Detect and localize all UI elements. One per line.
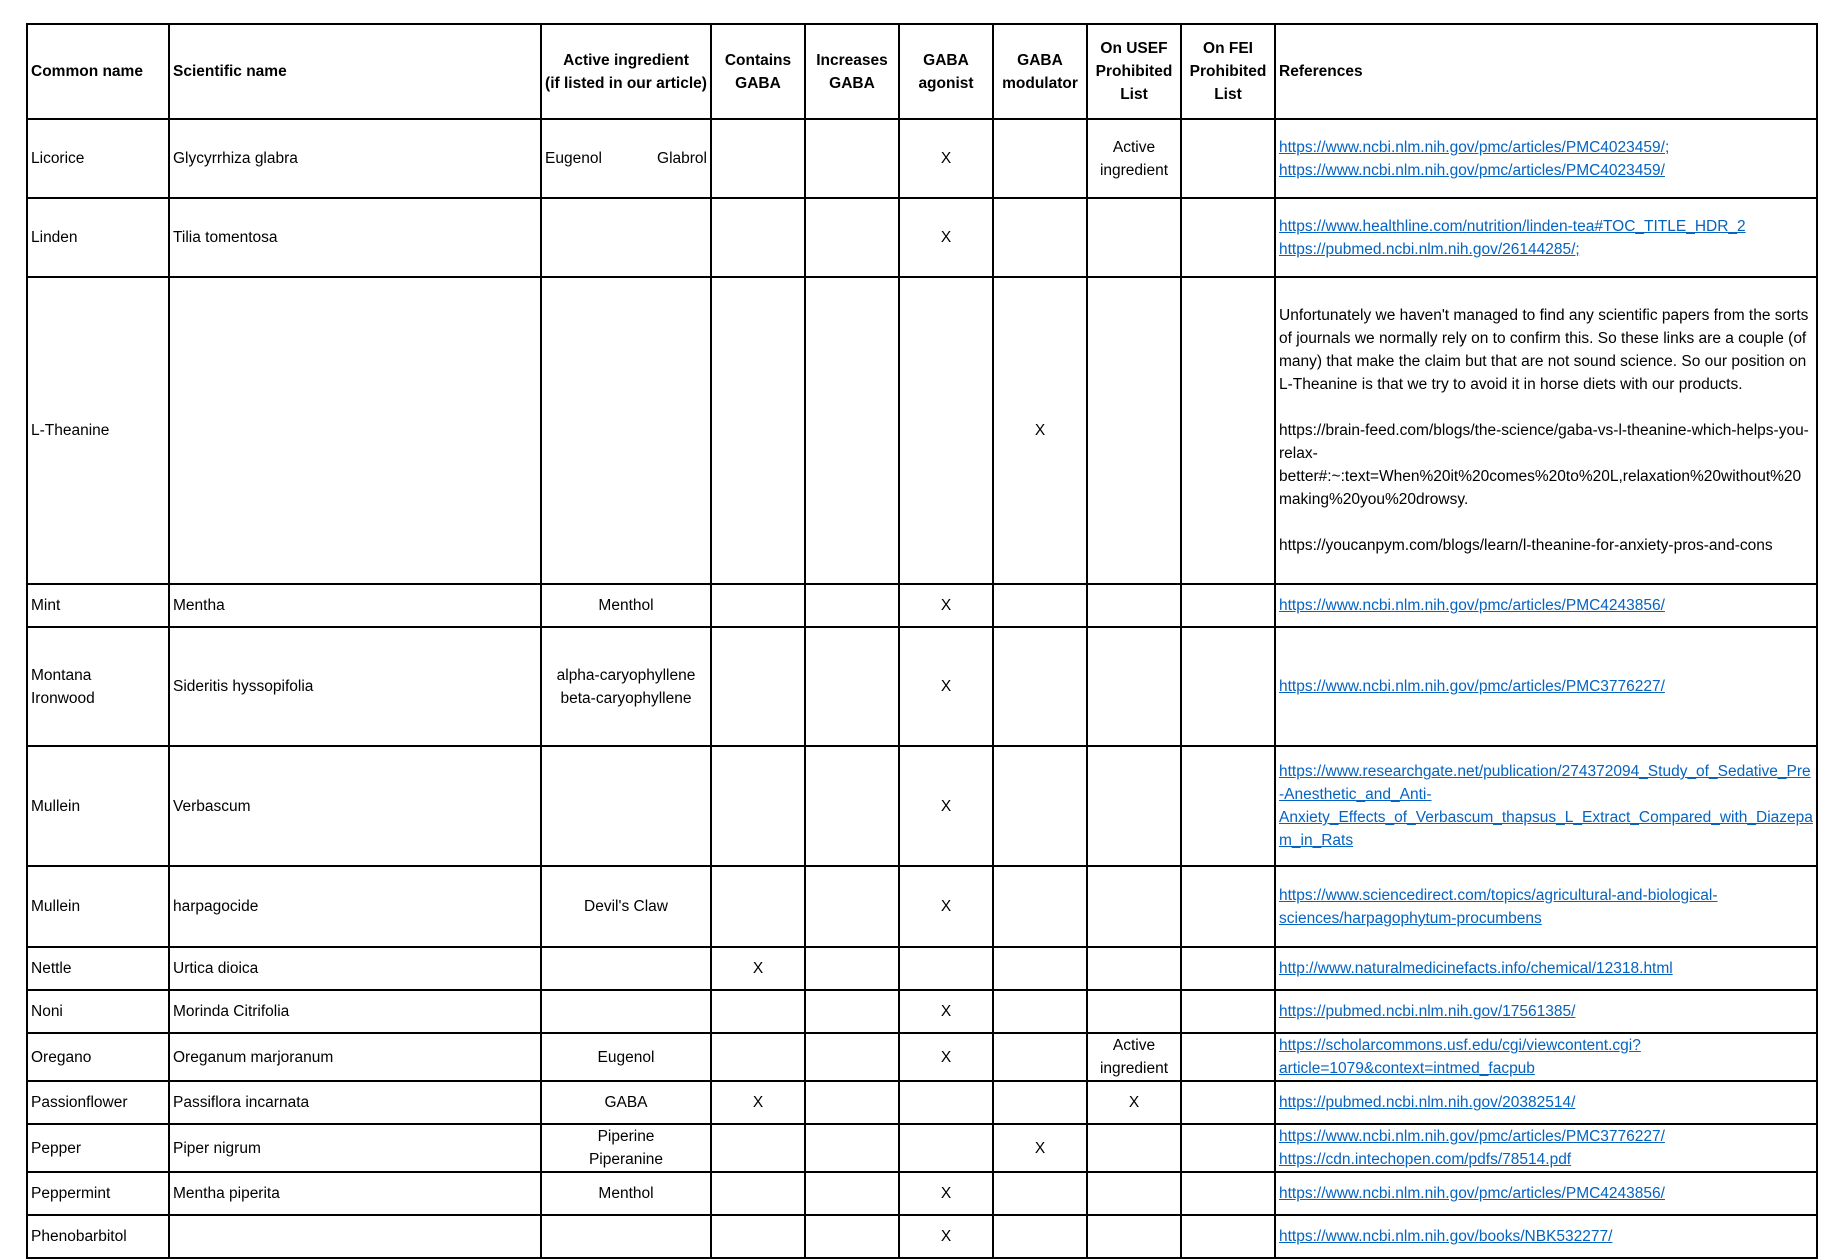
reference-link[interactable]: https://scholarcommons.usf.edu/cgi/viewcontent.cgi?article=1079&context=intmed_facpub <box>1279 1037 1641 1077</box>
header-fei-prohibited: On FEI Prohibited List <box>1181 24 1275 119</box>
cell-gaba-modulator <box>993 1081 1087 1124</box>
cell-scientific-name <box>169 277 541 584</box>
cell-increases-gaba <box>805 627 899 746</box>
header-common-name: Common name <box>27 24 169 119</box>
cell-increases-gaba <box>805 1033 899 1081</box>
table-row <box>27 1033 1817 1081</box>
cell-usef-prohibited <box>1087 990 1181 1033</box>
cell-fei-prohibited <box>1181 277 1275 584</box>
cell-common-name: Mint <box>27 584 169 627</box>
header-contains-gaba: Contains GABA <box>711 24 805 119</box>
cell-references <box>1275 866 1817 947</box>
cell-common-name: Mullein <box>27 866 169 947</box>
cell-usef-prohibited <box>1087 947 1181 990</box>
cell-common-name: Noni <box>27 990 169 1033</box>
cell-references <box>1275 198 1817 277</box>
cell-increases-gaba <box>805 198 899 277</box>
table-row <box>27 947 1817 990</box>
cell-references <box>1275 746 1817 866</box>
cell-scientific-name: Piper nigrum <box>169 1124 541 1172</box>
cell-fei-prohibited <box>1181 584 1275 627</box>
cell-usef-prohibited <box>1087 746 1181 866</box>
cell-active-ingredient: alpha-caryophyllene beta-caryophyllene <box>541 627 711 746</box>
header-increases-gaba: Increases GABA <box>805 24 899 119</box>
reference-link[interactable]: https://www.sciencedirect.com/topics/agricultural-and-biological-sciences/harpagophytum-procumbens <box>1279 886 1718 927</box>
cell-gaba-agonist <box>899 947 993 990</box>
cell-gaba-modulator <box>993 866 1087 947</box>
cell-usef-prohibited <box>1087 1215 1181 1258</box>
cell-gaba-modulator <box>993 1215 1087 1258</box>
cell-gaba-agonist: X <box>899 198 993 277</box>
cell-scientific-name: harpagocide <box>169 866 541 947</box>
cell-common-name: Peppermint <box>27 1172 169 1215</box>
cell-gaba-modulator <box>993 1172 1087 1215</box>
cell-contains-gaba <box>711 990 805 1033</box>
cell-active-ingredient: Eugenol Glabrol <box>541 119 711 198</box>
cell-gaba-agonist: X <box>899 1172 993 1215</box>
header-gaba-modulator: GABA modulator <box>993 24 1087 119</box>
cell-gaba-modulator <box>993 947 1087 990</box>
cell-gaba-agonist: X <box>899 1215 993 1258</box>
cell-common-name: Linden <box>27 198 169 277</box>
cell-scientific-name: Mentha <box>169 584 541 627</box>
reference-link[interactable]: https://www.ncbi.nlm.nih.gov/books/NBK532277/ <box>1279 1228 1613 1245</box>
reference-link[interactable]: https://www.ncbi.nlm.nih.gov/pmc/articles/PMC4023459/ <box>1279 161 1665 179</box>
reference-text: https://youcanpym.com/blogs/learn/l-theanine-for-anxiety-pros-and-cons <box>1279 537 1773 554</box>
header-usef-prohibited: On USEF Prohibited List <box>1087 24 1181 119</box>
cell-gaba-modulator: X <box>993 1124 1087 1172</box>
cell-gaba-modulator: X <box>993 277 1087 584</box>
cell-gaba-agonist: X <box>899 746 993 866</box>
cell-fei-prohibited <box>1181 1172 1275 1215</box>
cell-gaba-modulator <box>993 990 1087 1033</box>
cell-increases-gaba <box>805 866 899 947</box>
cell-fei-prohibited <box>1181 1081 1275 1124</box>
cell-gaba-modulator <box>993 746 1087 866</box>
table-row <box>27 1172 1817 1215</box>
table-row <box>27 990 1817 1033</box>
cell-increases-gaba <box>805 947 899 990</box>
cell-gaba-agonist: X <box>899 584 993 627</box>
cell-contains-gaba: X <box>711 947 805 990</box>
header-gaba-agonist: GABA agonist <box>899 24 993 119</box>
cell-gaba-agonist: X <box>899 119 993 198</box>
cell-active-ingredient <box>541 277 711 584</box>
cell-increases-gaba <box>805 990 899 1033</box>
cell-common-name: Mullein <box>27 746 169 866</box>
cell-increases-gaba <box>805 1081 899 1124</box>
cell-usef-prohibited <box>1087 627 1181 746</box>
cell-increases-gaba <box>805 119 899 198</box>
reference-link[interactable]: https://www.ncbi.nlm.nih.gov/pmc/articles/PMC3776227/ <box>1279 678 1665 695</box>
cell-scientific-name <box>169 1215 541 1258</box>
cell-gaba-agonist <box>899 1124 993 1172</box>
table-row <box>27 1215 1817 1258</box>
cell-gaba-modulator <box>993 627 1087 746</box>
cell-active-ingredient: Piperine Piperanine <box>541 1124 711 1172</box>
cell-usef-prohibited: Active ingredient <box>1087 119 1181 198</box>
cell-gaba-agonist: X <box>899 990 993 1033</box>
header-scientific-name: Scientific name <box>169 24 541 119</box>
cell-fei-prohibited <box>1181 627 1275 746</box>
table-row <box>27 1124 1817 1172</box>
cell-scientific-name: Passiflora incarnata <box>169 1081 541 1124</box>
cell-active-ingredient <box>541 990 711 1033</box>
cell-references <box>1275 1215 1817 1258</box>
cell-contains-gaba <box>711 119 805 198</box>
cell-contains-gaba <box>711 1124 805 1172</box>
reference-link[interactable]: https://www.healthline.com/nutrition/linden-tea#TOC_TITLE_HDR_2 <box>1279 217 1746 235</box>
cell-contains-gaba <box>711 198 805 277</box>
cell-references <box>1275 947 1817 990</box>
cell-references <box>1275 1033 1817 1081</box>
reference-link[interactable]: http://www.naturalmedicinefacts.info/chemical/12318.html <box>1279 960 1673 977</box>
cell-references <box>1275 1124 1817 1172</box>
cell-references <box>1275 990 1817 1033</box>
reference-link[interactable]: https://www.ncbi.nlm.nih.gov/pmc/articles/PMC3776227/ <box>1279 1128 1665 1145</box>
cell-active-ingredient: Menthol <box>541 584 711 627</box>
cell-increases-gaba <box>805 1124 899 1172</box>
cell-contains-gaba <box>711 746 805 866</box>
cell-increases-gaba <box>805 746 899 866</box>
cell-scientific-name: Urtica dioica <box>169 947 541 990</box>
cell-scientific-name: Sideritis hyssopifolia <box>169 627 541 746</box>
cell-contains-gaba <box>711 1033 805 1081</box>
cell-common-name: Pepper <box>27 1124 169 1172</box>
cell-fei-prohibited <box>1181 119 1275 198</box>
cell-common-name: L-Theanine <box>27 277 169 584</box>
cell-gaba-agonist: X <box>899 866 993 947</box>
cell-usef-prohibited <box>1087 584 1181 627</box>
cell-scientific-name: Tilia tomentosa <box>169 198 541 277</box>
cell-common-name: Nettle <box>27 947 169 990</box>
cell-references <box>1275 1172 1817 1215</box>
table-row <box>27 866 1817 947</box>
cell-contains-gaba <box>711 627 805 746</box>
cell-gaba-modulator <box>993 584 1087 627</box>
header-references: References <box>1275 24 1817 119</box>
cell-active-ingredient: Devil's Claw <box>541 866 711 947</box>
cell-common-name: Phenobarbitol <box>27 1215 169 1258</box>
reference-link[interactable]: https://pubmed.ncbi.nlm.nih.gov/26144285/; <box>1279 240 1580 258</box>
cell-fei-prohibited <box>1181 746 1275 866</box>
table-row <box>27 119 1817 198</box>
cell-scientific-name: Mentha piperita <box>169 1172 541 1215</box>
cell-fei-prohibited <box>1181 1033 1275 1081</box>
reference-link[interactable]: https://www.ncbi.nlm.nih.gov/pmc/articles/PMC4023459/; <box>1279 138 1670 156</box>
cell-fei-prohibited <box>1181 1215 1275 1258</box>
table-row <box>27 1081 1817 1124</box>
cell-gaba-agonist <box>899 277 993 584</box>
cell-scientific-name: Oreganum marjoranum <box>169 1033 541 1081</box>
cell-usef-prohibited: Active ingredient <box>1087 1033 1181 1081</box>
header-active-ingredient: Active ingredient (if listed in our article) <box>541 24 711 119</box>
cell-increases-gaba <box>805 1172 899 1215</box>
cell-contains-gaba <box>711 1172 805 1215</box>
cell-references <box>1275 627 1817 746</box>
cell-fei-prohibited <box>1181 866 1275 947</box>
cell-increases-gaba <box>805 1215 899 1258</box>
cell-contains-gaba <box>711 584 805 627</box>
reference-note: Unfortunately we haven't managed to find any scientific papers from the sorts of journals we normally rely on to confirm this. So these links are a couple (of many) that make the claim but that are not sound science. So our position on L-Theanine is that we try to avoid it in horse diets with our products. <box>1279 307 1809 393</box>
cell-usef-prohibited <box>1087 1172 1181 1215</box>
reference-link[interactable]: https://www.ncbi.nlm.nih.gov/pmc/articles/PMC4243856/ <box>1279 597 1665 614</box>
cell-active-ingredient <box>541 1215 711 1258</box>
reference-link[interactable]: https://pubmed.ncbi.nlm.nih.gov/17561385/ <box>1279 1003 1576 1020</box>
cell-common-name: Oregano <box>27 1033 169 1081</box>
table-row <box>27 584 1817 627</box>
cell-references <box>1275 1081 1817 1124</box>
cell-active-ingredient <box>541 746 711 866</box>
cell-gaba-modulator <box>993 119 1087 198</box>
table-row <box>27 198 1817 277</box>
cell-references <box>1275 277 1817 584</box>
cell-gaba-agonist: X <box>899 1033 993 1081</box>
reference-link[interactable]: https://www.researchgate.net/publication/274372094_Study_of_Sedative_Pre-Anesthetic_and_Anti-Anxiety_Effects_of_Verbascum_thapsus_L_Extract_Compared_with_Diazepam_in_Rats <box>1279 763 1813 849</box>
cell-contains-gaba <box>711 866 805 947</box>
cell-scientific-name: Morinda Citrifolia <box>169 990 541 1033</box>
cell-fei-prohibited <box>1181 198 1275 277</box>
cell-common-name: Passionflower <box>27 1081 169 1124</box>
cell-scientific-name: Glycyrrhiza glabra <box>169 119 541 198</box>
cell-contains-gaba <box>711 1215 805 1258</box>
cell-references <box>1275 584 1817 627</box>
cell-fei-prohibited <box>1181 990 1275 1033</box>
cell-contains-gaba <box>711 277 805 584</box>
cell-increases-gaba <box>805 584 899 627</box>
cell-references <box>1275 119 1817 198</box>
cell-active-ingredient: Eugenol <box>541 1033 711 1081</box>
table-row <box>27 627 1817 746</box>
cell-common-name: Montana Ironwood <box>27 627 169 746</box>
cell-active-ingredient: Menthol <box>541 1172 711 1215</box>
table-row <box>27 277 1817 584</box>
cell-scientific-name: Verbascum <box>169 746 541 866</box>
cell-usef-prohibited: X <box>1087 1081 1181 1124</box>
cell-gaba-agonist: X <box>899 627 993 746</box>
cell-usef-prohibited <box>1087 277 1181 584</box>
cell-gaba-modulator <box>993 198 1087 277</box>
cell-gaba-agonist <box>899 1081 993 1124</box>
plant-gaba-table <box>26 23 1818 1259</box>
cell-usef-prohibited <box>1087 198 1181 277</box>
reference-link[interactable]: https://www.ncbi.nlm.nih.gov/pmc/articles/PMC4243856/ <box>1279 1185 1665 1202</box>
cell-common-name: Licorice <box>27 119 169 198</box>
cell-increases-gaba <box>805 277 899 584</box>
cell-fei-prohibited <box>1181 1124 1275 1172</box>
cell-usef-prohibited <box>1087 1124 1181 1172</box>
reference-text: https://brain-feed.com/blogs/the-science/gaba-vs-l-theanine-which-helps-you-relax-better#:~:text=When%20it%20comes%20to%20L,relaxation%20without%20making%20you%20drowsy. <box>1279 422 1809 508</box>
cell-usef-prohibited <box>1087 866 1181 947</box>
cell-contains-gaba: X <box>711 1081 805 1124</box>
cell-active-ingredient: GABA <box>541 1081 711 1124</box>
cell-active-ingredient <box>541 198 711 277</box>
reference-link[interactable]: https://cdn.intechopen.com/pdfs/78514.pdf <box>1279 1151 1572 1168</box>
table-row <box>27 746 1817 866</box>
reference-link[interactable]: https://pubmed.ncbi.nlm.nih.gov/20382514/ <box>1279 1094 1576 1111</box>
header-row <box>27 24 1817 119</box>
cell-fei-prohibited <box>1181 947 1275 990</box>
cell-gaba-modulator <box>993 1033 1087 1081</box>
cell-active-ingredient <box>541 947 711 990</box>
